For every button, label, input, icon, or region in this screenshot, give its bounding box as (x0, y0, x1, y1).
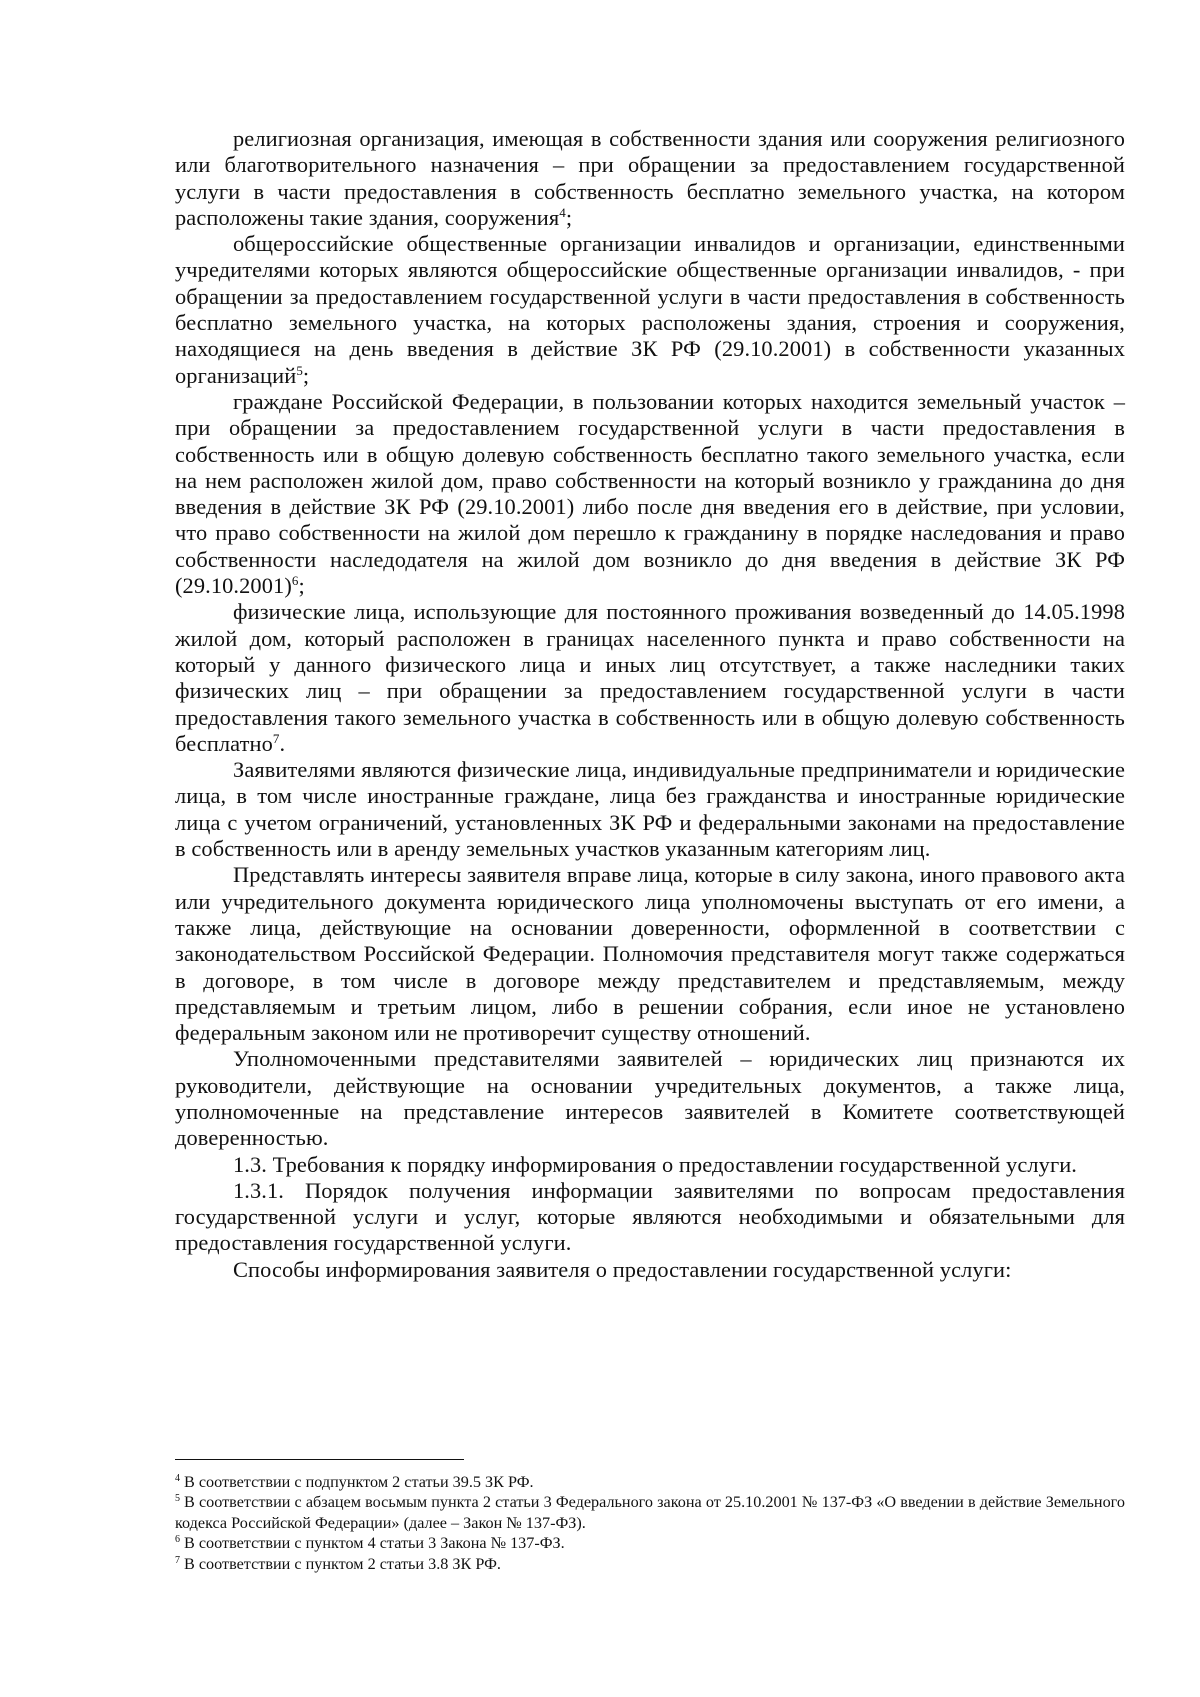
footnote-text: В соответствии с пунктом 2 статьи 3.8 ЗК РФ. (184, 1554, 501, 1573)
footnote-text: В соответствии с подпунктом 2 статьи 39.5 ЗК РФ. (184, 1473, 534, 1491)
paragraph-info-methods (175, 1257, 1125, 1283)
paragraph-tail: ; (298, 573, 305, 599)
footnote-number: 6 (175, 1534, 180, 1546)
footnote-text: В соответствии с абзацем восьмым пункта 2 статьи 3 Федерального закона от 25.10.2001 № 137-ФЗ «О введении в действие Земельного кодекса Российской Федерации» (далее – Закон № 137-ФЗ). (175, 1493, 1125, 1532)
paragraph-text: физические лица, использующие для постоянного проживания возведенный до 14.05.1998 жилой дом, который расположен в границах населенного пункта и право собственности на который у данного физического лица и иных лиц отсутствует, а также наследники таких физических лиц – при обращении за предоставлением государственной услуги в части предоставления такого земельного участка в собственность или в общую долевую собственность бесплатно (175, 599, 1125, 756)
paragraph-tail: ; (302, 362, 310, 388)
footnote-number: 7 (175, 1554, 180, 1566)
paragraph-tail: ; (565, 204, 573, 230)
footnote-ref: 6 (291, 573, 299, 589)
paragraph-text: Способы информирования заявителя о предоставлении государственной услуги: (233, 1256, 1012, 1282)
paragraph-section-1-3-1 (175, 1178, 1125, 1257)
paragraph-applicants (175, 757, 1125, 862)
footnote-7 (175, 1554, 1125, 1574)
footnote-ref: 5 (296, 362, 303, 378)
footnote-text: В соответствии с пунктом 4 статьи 3 Закона № 137-ФЗ. (184, 1534, 565, 1553)
footnote-ref: 7 (272, 730, 280, 746)
paragraph-authorized-reps (175, 1046, 1125, 1151)
footnote-5 (175, 1492, 1125, 1533)
footnotes (175, 1472, 1125, 1574)
paragraph-tail: . (279, 730, 286, 756)
footnote-ref: 4 (559, 204, 566, 220)
footnote-number: 5 (175, 1493, 180, 1505)
footnote-4 (175, 1472, 1125, 1492)
paragraph-text: 1.3.1. Порядок получения информации заявителями по вопросам предоставления государственной услуги и услуг, которые являются необходимыми и обязательными для предоставления государственной услуги. (175, 1177, 1125, 1256)
paragraph-religious-org (175, 126, 1125, 231)
paragraph-individuals (175, 599, 1125, 757)
paragraph-text: общероссийские общественные организации инвалидов и организации, единственными учредителями которых являются общероссийские общественные организации инвалидов, - при обращении за предоставлением государственной услуги в части предоставления в собственность бесплатно земельного участка, на которых расположены здания, строения и сооружения, находящиеся на день введения в действие ЗК РФ (29.10.2001) в собственности указанных организаций (175, 231, 1125, 388)
paragraph-text: религиозная организация, имеющая в собственности здания или сооружения религиозного или благотворительного назначения – при обращении за предоставлением государственной услуги в части предоставления в собственность бесплатно земельного участка, на котором расположены такие здания, сооружения (175, 126, 1125, 230)
paragraph-text: граждане Российской Федерации, в пользовании которых находится земельный участок – при обращении за предоставлением государственной услуги в части предоставления в собственность или в общую долевую собственность бесплатно такого земельного участка, если на нем расположен жилой дом, право собственности на который возникло у гражданина до дня введения в действие ЗК РФ (29.10.2001) либо после дня введения его в действие, при условии, что право собственности на жилой дом перешло к гражданину в порядке наследования и право собственности наследодателя на жилой дом возникло до дня введения в действие ЗК РФ (29.10.2001) (175, 388, 1125, 599)
paragraph-text: Представлять интересы заявителя вправе лица, которые в силу закона, иного правового акта или учредительного документа юридического лица уполномочены выступать от его имени, а также лица, действующие на основании доверенности, оформленной в соответствии с законодательством Российской Федерации. Полномочия представителя могут также содержаться в договоре, в том числе в договоре между представителем и представляемым, между представляемым и третьим лицом, либо в решении собрания, если иное не установлено федеральным законом или не противоречит существу отношений. (175, 862, 1125, 1046)
footnote-divider (175, 1459, 464, 1460)
paragraph-text: Уполномоченными представителями заявителей – юридических лиц признаются их руководители, действующие на основании учредительных документов, а также лица, уполномоченные на представление интересов заявителей в Комитете соответствующей доверенностью. (175, 1046, 1125, 1151)
body-text (175, 126, 1125, 1283)
paragraph-representatives (175, 862, 1125, 1046)
footnote-6 (175, 1533, 1125, 1553)
paragraph-disabled-orgs (175, 231, 1125, 389)
paragraph-citizens (175, 389, 1125, 599)
paragraph-section-1-3 (175, 1152, 1125, 1178)
paragraph-text: 1.3. Требования к порядку информирования о предоставлении государственной услуги. (233, 1151, 1078, 1177)
paragraph-text: Заявителями являются физические лица, индивидуальные предприниматели и юридические лица, в том числе иностранные граждане, лица без гражданства и иностранные юридические лица с учетом ограничений, установленных ЗК РФ и федеральными законами на предоставление в собственность или в аренду земельных участков указанным категориям лиц. (175, 757, 1125, 862)
footnote-number: 4 (175, 1473, 180, 1484)
